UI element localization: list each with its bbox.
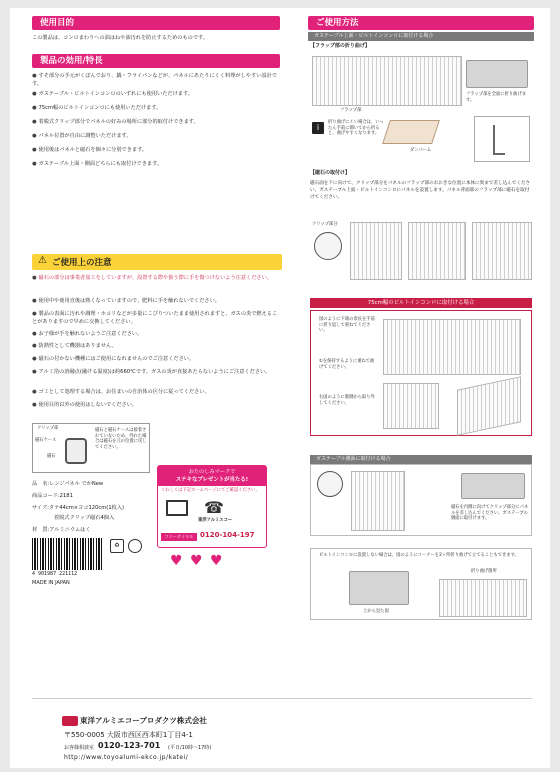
package-sheet	[10, 8, 550, 768]
flap-label: フラップ部	[340, 108, 362, 113]
phone-label: フリーダイヤル	[161, 533, 197, 541]
purpose-header: 使用目的	[32, 16, 280, 30]
warning-icon: ⚠	[38, 255, 47, 266]
caution-item: ● 製品の表面に汚れや調理・ホコリなどが多量にこびりついたまま使用されますと、ガスの炎で燃えることがありますので早めに交換してください。	[32, 311, 280, 327]
made-in: MADE IN JAPAN	[32, 580, 70, 586]
caution-title: ご使用上の注意	[52, 258, 112, 268]
step3-text: 右図のように裏側から取り外してください。	[319, 395, 375, 406]
flap-note: フラップ部を全面に折り曲げます。	[466, 92, 527, 103]
promo-note: くわしくは下記ホームページにてご確認ください。	[161, 488, 260, 493]
fold-illustration	[382, 120, 440, 144]
magnet-install-title: 【磁石の取付け】	[310, 170, 351, 176]
feature-item: ● パネル位置が自由に調整いただけます。	[32, 133, 277, 141]
promo-head	[158, 466, 266, 486]
install-step-1	[350, 222, 402, 280]
top-view-label: 上から見た図	[363, 609, 389, 614]
company-name: 東洋アルミエコープロダクツ株式会社	[80, 716, 207, 725]
clip-shape	[65, 438, 87, 464]
step3b-illustration	[457, 376, 521, 436]
caution-item: ● 防熱性として機器はありません。	[32, 343, 280, 351]
heart-mark: ♥	[170, 553, 183, 569]
caution-header	[32, 254, 282, 270]
caution-item: ● アルミ箔の溶融点(融ける温度)は約660℃です。ガスの炎が直接あたらないようにご注意ください。	[32, 369, 280, 377]
promo-box	[157, 465, 267, 548]
magnet-label: 磁石	[47, 454, 56, 459]
spec-name: 品 名:レンジパネル でかNew	[32, 481, 104, 487]
company-logo	[62, 716, 78, 726]
caution-item: ● 使用中や使用直後は熱くなっていますので、肥料に手を触れないでください。	[32, 298, 280, 306]
company-url[interactable]: http://www.toyoalumi-ekco.jp/katei/	[64, 754, 189, 761]
steps-box	[310, 310, 532, 436]
side-bar: ガステーブル側面に取付ける場合	[310, 455, 532, 464]
spec-material: 材 質:アルミニウムはく	[32, 527, 91, 533]
spec-code: 商品コード:2181	[32, 493, 73, 499]
feature-item: ● 75cm幅のビルトインコンロにも使用いただけます。	[32, 105, 277, 113]
builtin-text: ビルトインコンロに設置しない場合は、図のようにコーナーを2ヶ所折り曲げて立てることもできます。	[319, 553, 519, 558]
phone-number: 0120-104-197	[200, 531, 255, 539]
company-address: 〒550-0005 大阪市西区西本町1丁目4-1	[64, 731, 193, 739]
promo-line2: ステキなプレゼントが当たる!	[175, 477, 249, 483]
purpose-text: この製品は、コンロまわりへの油はねや油汚れを防止するためのものです。	[32, 35, 208, 41]
heart-mark: ♥	[210, 553, 223, 569]
magnet-install-text: 磁石面を下に向けて、クリップ部分をパネルのフラップ部のおおきな位置に本体に奥まで差し込んでください。ガステーブル上面・ビルトインコンロにパネルを設置します。パネル背面部のフラップ部に磁石を取付けてください。	[310, 181, 531, 201]
clip-label: クリップ部	[37, 426, 59, 431]
barcode	[32, 538, 102, 570]
panel-illustration	[312, 56, 462, 106]
feature-item: ● ガステーブル・ビルトインコンロのいずれにも使用いただけます。	[32, 91, 277, 99]
step2-text: ①を保持するように重ねて曲げてください。	[319, 359, 375, 370]
caution-item: ● ゴミとして処理する場合は、お住まいの自治体の区分に従ってください。	[32, 389, 280, 397]
feature-item: ● すそ部分の手元がくぼんでおり、鍋・フライパンなどが、パネルにあたりにくく料理がしやすい設計です。	[32, 73, 277, 89]
caution-item: ● お子様が手を触れないようご注意ください。	[32, 331, 280, 339]
phone-icon: ☎	[204, 498, 224, 517]
pc-icon	[166, 500, 188, 516]
spec-size: サイズ:タテ44cm×ヨコ120cm(1枚入)	[32, 505, 125, 511]
builtin-box	[310, 548, 532, 620]
barcode-digits: 4 901987 221112	[32, 571, 78, 577]
feature-item: ● 使用後はパネルと磁石を個々に分別できます。	[32, 147, 277, 155]
clip-note: 磁石と磁石ケースは接着されていないため、外れた場合は磁石を元の位置に戻してください。	[95, 428, 147, 450]
recycle-mark: ♻	[110, 539, 124, 553]
side-text: 磁石を内側に向けてクリップ部分にパネルを差し込んでください。ガステーブル側面に取付けます。	[451, 505, 529, 522]
install-step-2	[408, 222, 466, 280]
fold-panel-illustration	[439, 579, 527, 617]
top-view-stove	[349, 571, 409, 605]
cert-mark	[128, 539, 142, 553]
feature-item: ● ガステーブル上面・側面どちらにも取付けできます。	[32, 161, 277, 169]
side-clip-circle	[317, 471, 343, 497]
fold-note: 折り曲げにくい場合は、いったん手前に開いてから折ると、曲げやすくなります。	[328, 120, 384, 137]
clip-part-label: クリップ部分	[312, 222, 338, 227]
flap-detail-shape	[493, 125, 505, 155]
caution-item: ● 使用目的以外の使用はしないでください。	[32, 402, 280, 410]
damper-label: ダンパーム	[410, 148, 432, 153]
stove-illustration	[466, 60, 528, 88]
side-stove	[461, 473, 525, 499]
brand-small: 東洋アルミエコー	[198, 518, 233, 523]
promo-line1: おたのしみマークで	[188, 469, 236, 475]
step1-text: 図のように下端の余長を手前に折り返して重ねてください。	[319, 317, 375, 334]
flap-detail	[474, 116, 530, 162]
install-step-3	[472, 222, 532, 280]
bar75: 75cm幅のビルトインコンロに取付ける場合	[310, 298, 532, 308]
caution-item: ● 磁石の付かない機種にはご使用になれませんのでご注意ください。	[32, 356, 280, 364]
footer-divider	[32, 698, 532, 699]
clip-circle	[314, 232, 342, 260]
magnet-case-label: 磁石ケース	[35, 438, 57, 443]
gas-bar: ガステーブル上面・ビルトインコンロに取付ける場合	[308, 32, 534, 41]
contact-number: 0120-123-701	[98, 741, 161, 750]
step3-illustration	[383, 383, 439, 429]
caution-red: ● 磁石の部分は事業者加工をしていますが、設置する際や扱う際に手を傷つけないよう注意ください。	[32, 275, 280, 283]
spec-size2: 着脱式クリップ磁石4個入	[54, 515, 115, 521]
info-icon: i	[312, 122, 324, 134]
heart-mark: ♥	[190, 553, 203, 569]
contact-hours: (平日/10時〜17時)	[168, 745, 212, 751]
features-header: 製品の効用/特長	[32, 54, 280, 68]
contact-label: お客様相談室	[64, 745, 95, 751]
feature-item: ● 着脱式クリップ部分でパネルの好みの場所に部分的取付けできます。	[32, 119, 277, 127]
step1-illustration	[383, 319, 521, 375]
side-box	[310, 464, 532, 536]
usage-header: ご使用方法	[308, 16, 534, 30]
flap-title: 【フラップ部の折り曲げ】	[310, 43, 370, 49]
clip-diagram	[32, 423, 150, 473]
side-panel-illustration	[351, 471, 405, 531]
fold-place-label: 折り曲げ箇所	[471, 569, 497, 574]
